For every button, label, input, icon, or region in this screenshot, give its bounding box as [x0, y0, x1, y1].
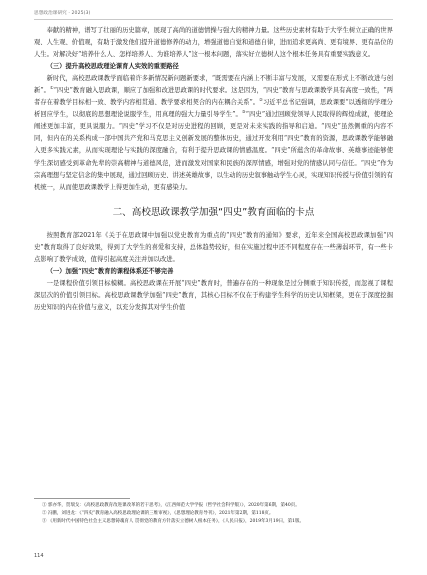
running-header: 思想政治课研究 · 2025(3) — [34, 11, 91, 16]
paragraph-subsection-1: 一是课程价值引领目标模糊。高校思政课在开展“四史”教育时，普遍存在的一种现象是过分侧重于知识传授，而忽视了课程深层次的价值引领目标。高校思政课教学加强“四史”教育，其核心目标不仅在于构建学生科学的历史认知框架，更在于深度挖掘历史知识的内在价值与意义，以充分发挥其对学生价值 — [34, 279, 393, 311]
subsection-3-heading: （三）提升高校思政理论课育人实效的重要路径 — [46, 63, 179, 71]
paragraph-text: “四史”教育融入思政课，顺应了加强和改进思政课的时代要求。这是因为，“四史”教育与思政课教学具有高度一致性，“两者存在着教学目标相一致、教学内容相贯通、教学要求相契合的内在耦合关系”。 — [34, 87, 393, 107]
footnote-ref-1[interactable]: ① — [49, 85, 54, 91]
page-number: 114 — [34, 553, 44, 559]
paragraph-section-2: 按照教育部2021年《关于在思政课中加强以党史教育为重点的“四史”教育的通知》要求，近年来全国高校思政课加强“四史”教育取得了良好效果，得到了大学生的喜爱和支持，总体趋势较好，但在实施过程中还不同程度存在一些薄弱环节，有一些卡点影响了教学成效，值得引起高度关注并加以改进。 — [34, 231, 393, 263]
header-rule — [34, 19, 393, 20]
paragraph-subsection-3 — [34, 73, 393, 193]
footnote-3: ③ 《用新时代中国特色社会主义思想铸魂育人 贯彻党的教育方针落实立德树人根本任务》，《人民日报》，2019年3月19日，第1版。 — [42, 519, 305, 525]
article-body — [34, 25, 393, 314]
footnote-ref-3[interactable]: ③ — [241, 109, 246, 115]
paragraph-text: 新时代，高校思政课教学面临着许多新情况新问题新要求，“既需要在内涵上不断丰富与发展，又需要在形式上不断改进与创新”。 — [34, 75, 393, 95]
paragraph-intro: 奉献的精神，谱写了壮丽的历史篇章，展现了高尚的道德情操与强大的精神力量。这些历史素材有助于大学生树立正确的世界观、人生观、价值观，有助于激发他们提升道德修养的动力，增强道德自觉和道德自律，进而追求更高尚、更有境界、更有品位的人生。对解决好“培养什么人、怎样培养人、为谁培养人”这一根本问题，落实好立德树人这个根本任务具有重要实践意义。 — [34, 27, 393, 59]
footnote-ref-2[interactable]: ② — [259, 97, 263, 103]
section-2-title: 二、高校思政课教学加强“四史”教育面临的卡点 — [112, 206, 315, 218]
subsection-1-heading: （一）加强“四史”教育的课程体系还不够完善 — [46, 267, 174, 275]
paragraph-text: “四史”通过回顾党领导人民取得的辉煌成就，使理论阐述更加丰富，更具说服力。“四史”学习不仅是对历史进程的回顾，更是对未来实践的指导和启迪。“四史”虽然侧重的内容不同，但内在的关系构成一部中国共产党和马克思主义创新发展的整体历史，通过开发利用“四史”教育的资源，思政课教学能够融入更多实践元素，从而实现理论与实践的深度融合，有利于提升思政课的情感温度。“四史”所蕴含的革命故事、英雄事迹能够使学生深切感受到革命先辈的崇高精神与道德风范，进而激发对国家和民族的深厚情感，增强对党的情感认同与信任。“四史”作为宗高理想与坚定信念的集中展现，通过回顾历史、讲述英雄故事，以生动的历史叙事触动学生心灵，实现知识传授与价值引领的有机统一，从而使思政课教学上得更加生动，更有感染力。 — [34, 111, 393, 191]
paragraph-text: 习近平总书记强调，思政课要“以透彻的学理分析回应学生，以彻底的思想理论说服学生，用真理的强大力量引导学生”。 — [34, 99, 393, 119]
footnote-rule — [34, 498, 130, 499]
footnotes — [34, 502, 393, 527]
footnote-1: ① 郭亦华，贺瑞戈：《高校思政教育改进课改革的若干思考》，《江西师范大学学报（哲学社会科学版）》，2020年第6期，第40页。 — [42, 503, 300, 508]
footnote-2: ② 冯鹏，刘进龙：《“四史”教育融入高校思政理论课的三维审视》，《思想理论教育导刊》，2021年第2期，第118页。 — [42, 511, 274, 517]
